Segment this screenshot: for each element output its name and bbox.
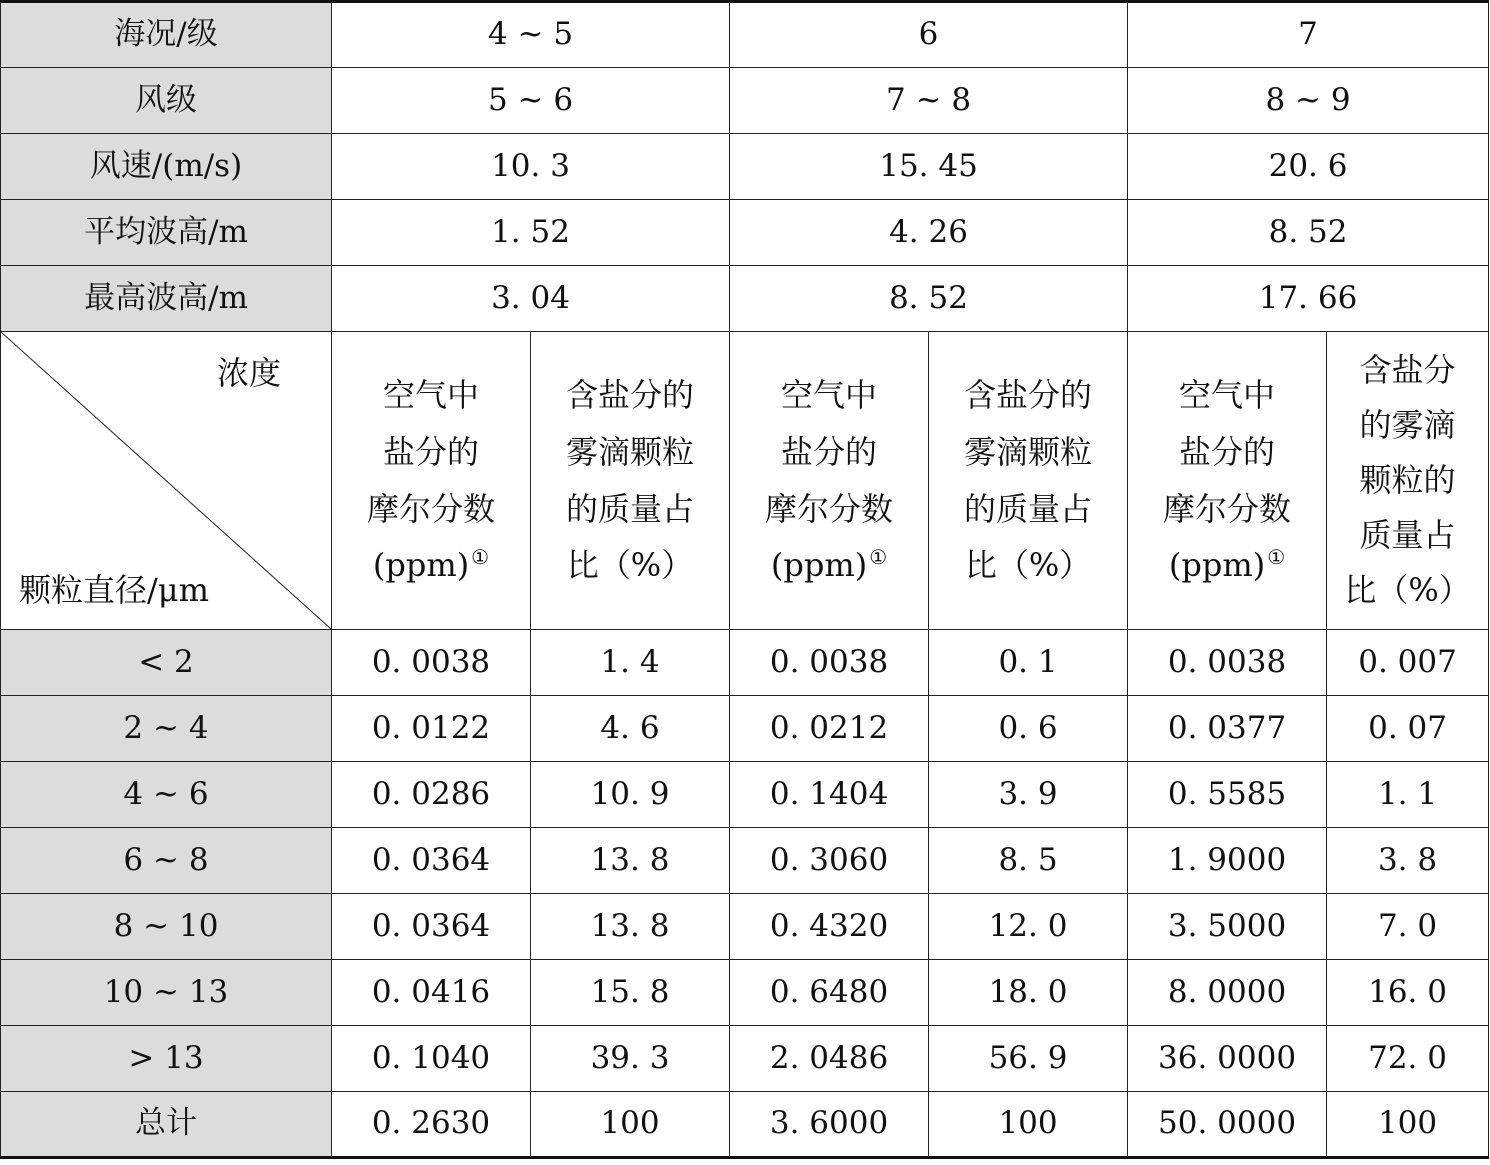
mass-ratio-header: 含盐分的 雾滴颗粒 的质量占 比（%）: [531, 332, 730, 630]
data-cell: 3. 9: [929, 762, 1128, 828]
data-cell: 0. 6480: [730, 960, 929, 1026]
data-cell: 8. 5: [929, 828, 1128, 894]
data-cell: 0. 2630: [332, 1092, 531, 1158]
data-cell: 100: [929, 1092, 1128, 1158]
data-cell: 0. 0364: [332, 894, 531, 960]
data-cell: 10. 9: [531, 762, 730, 828]
wind-force-label: 风级: [1, 68, 332, 134]
particle-size-label: > 13: [1, 1026, 332, 1092]
total-label: 总计: [1, 1092, 332, 1158]
data-cell: 0. 0212: [730, 696, 929, 762]
data-cell: 2. 0486: [730, 1026, 929, 1092]
sea-state-row: [1, 2, 1489, 68]
wind-force-cell: 5 ~ 6: [332, 68, 730, 134]
concentration-label: 浓度: [216, 354, 281, 392]
table-row: [1, 828, 1489, 894]
data-cell: 1. 1: [1327, 762, 1489, 828]
table-row: [1, 1026, 1489, 1092]
particle-size-label: < 2: [1, 630, 332, 696]
total-row: [1, 1092, 1489, 1158]
data-cell: 0. 0122: [332, 696, 531, 762]
data-cell: 0. 6: [929, 696, 1128, 762]
avg-wave-row: [1, 200, 1489, 266]
wind-speed-label: 风速/(m/s): [1, 134, 332, 200]
table-row: [1, 630, 1489, 696]
max-wave-label: 最高波高/m: [1, 266, 332, 332]
sea-state-cell: 4 ~ 5: [332, 2, 730, 68]
data-cell: 3. 6000: [730, 1092, 929, 1158]
particle-size-label: 2 ~ 4: [1, 696, 332, 762]
data-cell: 1. 4: [531, 630, 730, 696]
data-cell: 0. 0286: [332, 762, 531, 828]
data-cell: 0. 0377: [1128, 696, 1327, 762]
mole-fraction-header: 空气中 盐分的 摩尔分数 (ppm) ①: [730, 332, 929, 630]
data-cell: 1. 9000: [1128, 828, 1327, 894]
data-cell: 0. 07: [1327, 696, 1489, 762]
wind-speed-cell: 15. 45: [730, 134, 1128, 200]
data-cell: 0. 0038: [1128, 630, 1327, 696]
particle-diameter-label: 颗粒直径/μm: [19, 570, 209, 609]
data-cell: 4. 6: [531, 696, 730, 762]
data-cell: 0. 0038: [730, 630, 929, 696]
data-cell: 0. 3060: [730, 828, 929, 894]
data-cell: 3. 8: [1327, 828, 1489, 894]
data-cell: 13. 8: [531, 894, 730, 960]
data-cell: 7. 0: [1327, 894, 1489, 960]
table-row: [1, 762, 1489, 828]
mass-ratio-header: 含盐分的 雾滴颗粒 的质量占 比（%）: [929, 332, 1128, 630]
data-cell: 0. 007: [1327, 630, 1489, 696]
column-header-row: [1, 332, 1489, 630]
wind-speed-row: [1, 134, 1489, 200]
data-cell: 39. 3: [531, 1026, 730, 1092]
avg-wave-cell: 4. 26: [730, 200, 1128, 266]
data-cell: 3. 5000: [1128, 894, 1327, 960]
data-cell: 15. 8: [531, 960, 730, 1026]
max-wave-row: [1, 266, 1489, 332]
mole-fraction-header: 空气中 盐分的 摩尔分数 (ppm) ①: [1128, 332, 1327, 630]
max-wave-cell: 17. 66: [1128, 266, 1489, 332]
data-cell: 100: [1327, 1092, 1489, 1158]
data-cell: 56. 9: [929, 1026, 1128, 1092]
data-cell: 8. 0000: [1128, 960, 1327, 1026]
data-cell: 16. 0: [1327, 960, 1489, 1026]
data-cell: 50. 0000: [1128, 1092, 1327, 1158]
data-cell: 100: [531, 1092, 730, 1158]
wind-speed-cell: 10. 3: [332, 134, 730, 200]
data-cell: 0. 0416: [332, 960, 531, 1026]
avg-wave-label: 平均波高/m: [1, 200, 332, 266]
footnote-mark: ①: [1267, 545, 1286, 570]
sea-state-label: 海况/级: [1, 2, 332, 68]
table-row: [1, 894, 1489, 960]
data-cell: 72. 0: [1327, 1026, 1489, 1092]
data-cell: 0. 0364: [332, 828, 531, 894]
max-wave-cell: 8. 52: [730, 266, 1128, 332]
data-cell: 12. 0: [929, 894, 1128, 960]
table-row: [1, 696, 1489, 762]
avg-wave-cell: 8. 52: [1128, 200, 1489, 266]
footnote-mark: ①: [869, 545, 888, 570]
wind-force-cell: 7 ~ 8: [730, 68, 1128, 134]
data-cell: 18. 0: [929, 960, 1128, 1026]
data-cell: 0. 1040: [332, 1026, 531, 1092]
particle-size-label: 8 ~ 10: [1, 894, 332, 960]
footnote-mark: ①: [471, 545, 490, 570]
wind-speed-cell: 20. 6: [1128, 134, 1489, 200]
table-row: [1, 960, 1489, 1026]
sea-state-cell: 7: [1128, 2, 1489, 68]
data-cell: 0. 5585: [1128, 762, 1327, 828]
avg-wave-cell: 1. 52: [332, 200, 730, 266]
max-wave-cell: 3. 04: [332, 266, 730, 332]
particle-size-label: 4 ~ 6: [1, 762, 332, 828]
wind-force-row: [1, 68, 1489, 134]
mass-ratio-header: 含盐分 的雾滴 颗粒的 质量占 比（%）: [1327, 332, 1489, 630]
data-cell: 13. 8: [531, 828, 730, 894]
data-cell: 36. 0000: [1128, 1026, 1327, 1092]
particle-size-label: 10 ~ 13: [1, 960, 332, 1026]
data-cell: 0. 1: [929, 630, 1128, 696]
data-cell: 0. 1404: [730, 762, 929, 828]
mole-fraction-header: 空气中 盐分的 摩尔分数 (ppm) ①: [332, 332, 531, 630]
particle-size-label: 6 ~ 8: [1, 828, 332, 894]
wind-force-cell: 8 ~ 9: [1128, 68, 1489, 134]
data-cell: 0. 4320: [730, 894, 929, 960]
data-cell: 0. 0038: [332, 630, 531, 696]
sea-state-cell: 6: [730, 2, 1128, 68]
diagonal-header-cell: [1, 332, 332, 630]
